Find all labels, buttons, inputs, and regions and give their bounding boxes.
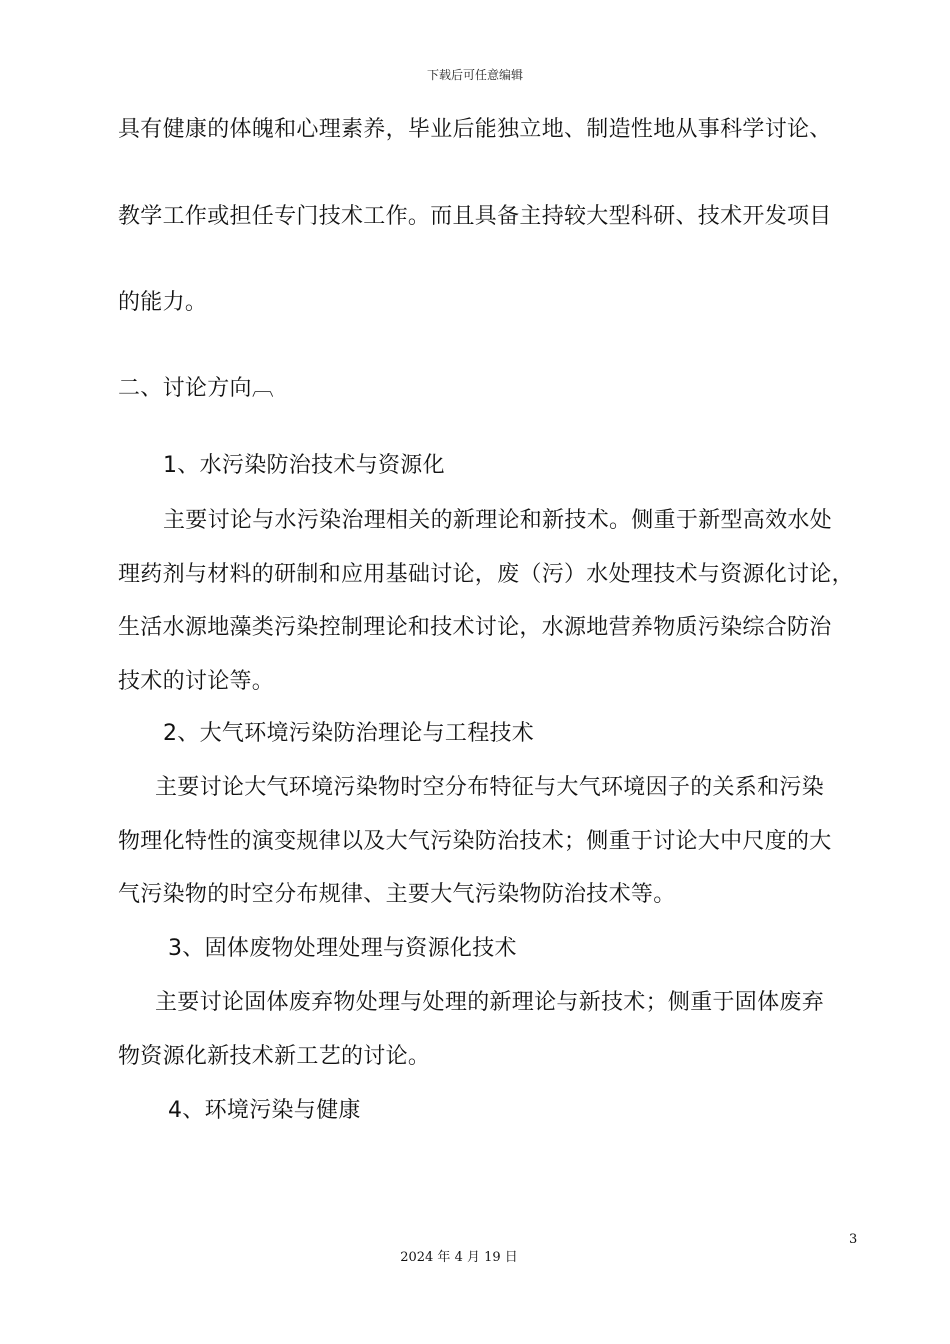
body-line: 物理化特性的演变规律以及大气污染防治技术；侧重于讨论大中尺度的大 xyxy=(118,829,832,854)
body-line: 物资源化新技术新工艺的讨论。 xyxy=(118,1044,431,1069)
subsection-heading: 1、水污染防治技术与资源化 xyxy=(163,453,445,478)
subsection-heading: 2、大气环境污染防治理论与工程技术 xyxy=(163,721,535,746)
subsection-heading: 3、固体废物处理处理与资源化技术 xyxy=(168,936,517,961)
page-footer-date: 2024 年 4 月 19 日 xyxy=(400,1250,518,1265)
body-line: 理药剂与材料的研制和应用基础讨论，废（污）水处理技术与资源化讨论， xyxy=(118,562,854,587)
body-line: 主要讨论与水污染治理相关的新理论和新技术。侧重于新型高效水处 xyxy=(163,508,833,533)
body-line: 主要讨论大气环境污染物时空分布特征与大气环境因子的关系和污染 xyxy=(155,775,825,800)
body-line: 主要讨论固体废弃物处理与处理的新理论与新技术；侧重于固体废弃 xyxy=(155,990,825,1015)
subsection-heading: 4、环境污染与健康 xyxy=(168,1098,361,1123)
body-line: 技术的讨论等。 xyxy=(118,669,275,694)
section-heading: 二、讨论方向︹ xyxy=(118,376,275,401)
body-line: 气污染物的时空分布规律、主要大气污染物防治技术等。 xyxy=(118,882,676,907)
body-line: 具有健康的体魄和心理素养，毕业后能独立地、制造性地从事科学讨论、 xyxy=(118,117,832,142)
page-header: 下载后可任意编辑 xyxy=(426,68,523,82)
body-line: 生活水源地藻类污染控制理论和技术讨论，水源地营养物质污染综合防治 xyxy=(118,615,832,640)
body-line: 教学工作或担任专门技术工作。而且具备主持较大型科研、技术开发项目 xyxy=(118,204,832,229)
body-line: 的能力。 xyxy=(118,290,208,315)
page-number: 3 xyxy=(849,1232,858,1247)
